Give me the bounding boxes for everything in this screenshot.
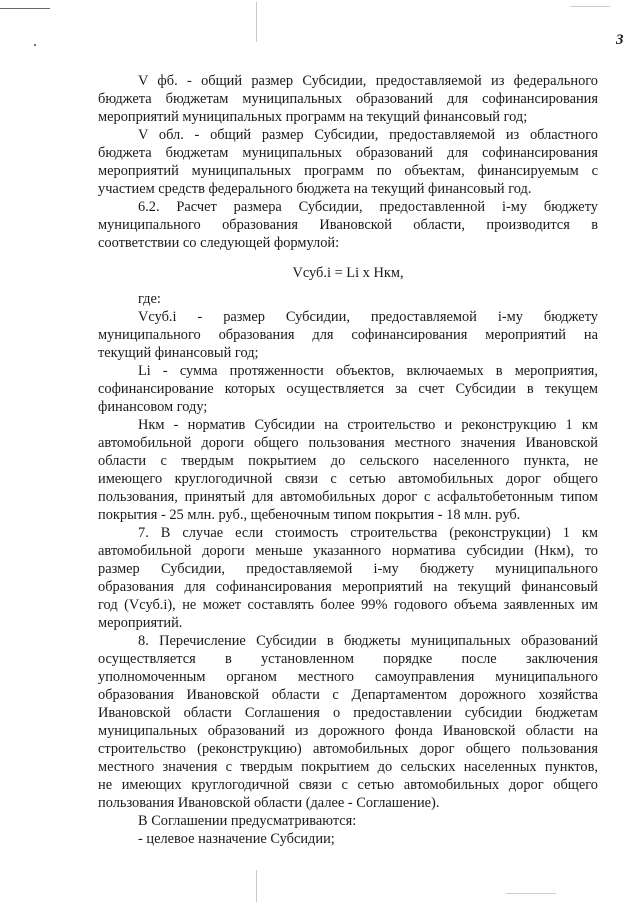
scan-artifact-top-right — [570, 6, 610, 7]
text-line: мероприятий муниципальных программ по объектам, финансируемым с — [98, 163, 598, 179]
text-line: бюджета бюджетам муниципальных образований для софинансирования — [98, 91, 598, 107]
scan-artifact-bottom-center — [256, 870, 257, 902]
text-line: автомобильной дороги общего пользования местного значения Ивановской — [98, 435, 598, 451]
text-line: участием средств федерального бюджета на текущий финансовый год. — [98, 181, 532, 197]
text-line: образования Ивановской области с Департаментом дорожного хозяйства — [98, 687, 598, 703]
scan-artifact-top-left-line — [0, 8, 50, 9]
text-line: Vсуб.i = Li x Нкм, — [292, 265, 404, 281]
text-line: Ивановской области Соглашения о предоставлении субсидии бюджетам — [98, 705, 598, 721]
text-line: V обл. - общий размер Субсидии, предоставляемой из областного — [138, 127, 598, 143]
text-line: текущий финансовый год; — [98, 345, 259, 361]
scan-artifact-left-dot — [34, 44, 36, 46]
page-number: 3 — [616, 32, 624, 48]
text-line: Li - сумма протяженности объектов, включаемых в мероприятия, — [138, 363, 598, 379]
text-line: образования для софинансирования мероприятий на текущий финансовый — [98, 579, 598, 595]
text-line: В Соглашении предусматриваются: — [138, 813, 357, 829]
text-line: пользования Ивановской области (далее - Соглашение). — [98, 795, 440, 811]
text-line: мероприятий муниципальных программ на текущий финансовый год; — [98, 109, 528, 125]
text-line: муниципальных образований из дорожного фонда Ивановской области на — [98, 723, 598, 739]
text-line: автомобильной дороги меньше указанного норматива субсидии (Нкм), то — [98, 543, 598, 559]
text-line: 8. Перечисление Субсидии в бюджеты муниципальных образований — [138, 633, 598, 649]
text-line: местного значения с твердым покрытием до сельских населенных пунктов, — [98, 759, 598, 775]
text-line: покрытия - 25 млн. руб., щебеночным типом покрытия - 18 млн. руб. — [98, 507, 521, 523]
text-line: соответствии со следующей формулой: — [98, 235, 340, 251]
text-line: где: — [138, 291, 161, 307]
text-line: пользования, принятый для автомобильных дорог с асфальтобетонным типом — [98, 489, 598, 505]
text-line: Нкм - норматив Субсидии на строительство и реконструкцию 1 км — [138, 417, 598, 433]
text-line: - целевое назначение Субсидии; — [138, 831, 335, 847]
text-line: финансовом году; — [98, 399, 208, 415]
text-line: осуществляется в установленном порядке после заключения — [98, 651, 598, 667]
text-line: мероприятий. — [98, 615, 183, 631]
text-line: год (Vсуб.i), не может составлять более 99% годового объема заявленных им — [98, 597, 598, 613]
text-line: области с твердым покрытием до сельского населенного пункта, не — [98, 453, 598, 469]
scan-artifact-bottom-right — [506, 893, 556, 894]
text-line: V фб. - общий размер Субсидии, предоставляемой из федерального — [138, 73, 598, 89]
text-line: софинансирование которых осуществляется за счет Субсидии в текущем — [98, 381, 598, 397]
text-line: муниципального образования для софинансирования мероприятий на — [98, 327, 598, 343]
scan-artifact-top-center — [256, 2, 257, 42]
text-line: уполномоченным органом местного самоуправления муниципального — [98, 669, 598, 685]
text-line: Vсуб.i - размер Субсидии, предоставляемой i-му бюджету — [138, 309, 598, 325]
text-line: 7. В случае если стоимость строительства (реконструкции) 1 км — [138, 525, 598, 541]
text-line: размер Субсидии, предоставляемой i-му бюджету муниципального — [98, 561, 598, 577]
text-line: не имеющих круглогодичной связи с сетью автомобильных дорог общего — [98, 777, 598, 793]
text-line: строительство (реконструкцию) автомобильных дорог общего пользования — [98, 741, 598, 757]
text-line: муниципального образования Ивановской области, производится в — [98, 217, 598, 233]
text-line: бюджета бюджетам муниципальных образований для софинансирования — [98, 145, 598, 161]
text-line: 6.2. Расчет размера Субсидии, предоставленной i-му бюджету — [138, 199, 598, 215]
text-line: имеющего круглогодичной связи с сетью автомобильных дорог общего — [98, 471, 598, 487]
